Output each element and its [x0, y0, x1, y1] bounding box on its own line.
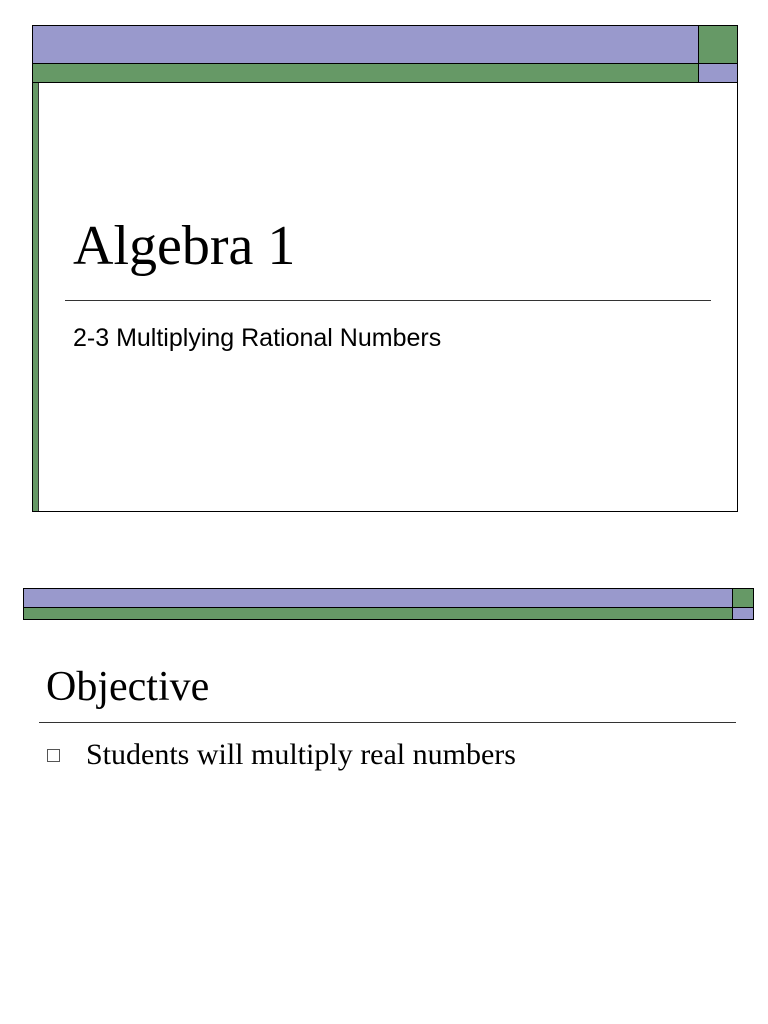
title-divider — [65, 300, 711, 301]
corner-square-green — [733, 588, 754, 608]
corner-square-green — [699, 26, 737, 64]
corner-square-purple — [733, 608, 754, 620]
header-bar-purple — [33, 26, 699, 64]
square-bullet-icon — [47, 749, 60, 762]
slide-subtitle: 2-3 Multiplying Rational Numbers — [73, 324, 442, 352]
header-bar-green — [23, 608, 733, 620]
heading-divider — [39, 722, 736, 723]
header-bar-purple — [23, 588, 733, 608]
corner-square-purple — [699, 64, 737, 83]
slide-heading: Objective — [46, 664, 210, 710]
bullet-text: Students will multiply real numbers — [86, 738, 516, 771]
title-slide — [32, 25, 738, 512]
objective-slide — [23, 588, 754, 1008]
side-stripe — [33, 83, 39, 511]
slide-title: Algebra 1 — [73, 215, 296, 277]
bullet-item — [47, 738, 516, 772]
header-bar-green — [33, 64, 699, 83]
